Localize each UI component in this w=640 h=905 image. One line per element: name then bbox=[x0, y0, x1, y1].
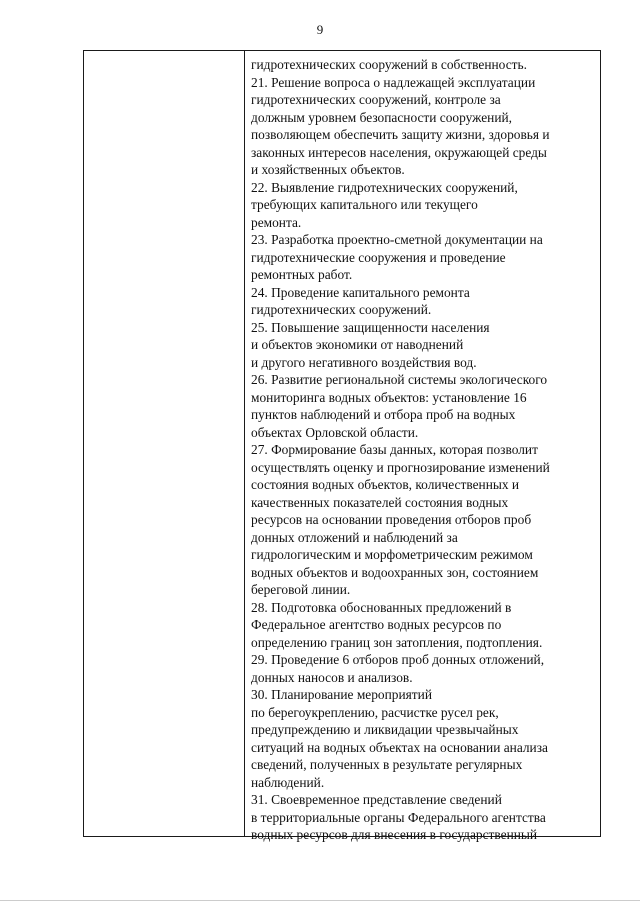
text-line: мониторинга водных объектов: установление 16 bbox=[251, 389, 527, 405]
text-line: 27. Формирование базы данных, которая позволит bbox=[251, 442, 538, 457]
text-line: требующих капитального или текущего bbox=[251, 197, 478, 212]
text-line: гидротехнических сооружений в собственность. bbox=[251, 57, 527, 72]
text-line: водных ресурсов для внесения в государственный bbox=[251, 827, 538, 842]
text-line: и хозяйственных объектов. bbox=[251, 162, 405, 177]
text-line: в территориальные органы Федерального агентства bbox=[251, 809, 546, 825]
text-line: Федеральное агентство водных ресурсов по bbox=[251, 617, 502, 632]
text-line: гидротехнические сооружения и проведение bbox=[251, 249, 506, 265]
text-line: осуществлять оценку и прогнозирование изменений bbox=[251, 459, 550, 475]
table-left-cell bbox=[84, 51, 244, 836]
table-right-cell bbox=[251, 56, 598, 844]
text-line: 28. Подготовка обоснованных предложений в bbox=[251, 599, 512, 615]
text-line: ресурсов на основании проведения отборов проб bbox=[251, 512, 532, 527]
column-divider bbox=[244, 51, 245, 836]
text-line: по берегоукреплению, расчистке русел рек, bbox=[251, 704, 499, 720]
text-line: сведений, полученных в результате регулярных bbox=[251, 757, 523, 772]
text-line: и другого негативного воздействия вод. bbox=[251, 354, 477, 370]
text-line: 30. Планирование мероприятий bbox=[251, 687, 432, 702]
document-table bbox=[83, 50, 601, 842]
text-line: законных интересов населения, окружающей среды bbox=[251, 144, 547, 160]
text-line: гидрологическим и морфометрическим режимом bbox=[251, 547, 533, 562]
text-line: 21. Решение вопроса о надлежащей эксплуатации bbox=[251, 74, 536, 90]
text-line: донных отложений и наблюдений за bbox=[251, 529, 458, 545]
text-line: ремонтных работ. bbox=[251, 267, 353, 282]
text-line: предупреждению и ликвидации чрезвычайных bbox=[251, 722, 519, 737]
text-line: ситуаций на водных объектах на основании анализа bbox=[251, 739, 548, 755]
text-line: гидротехнических сооружений. bbox=[251, 302, 432, 317]
text-line: 22. Выявление гидротехнических сооружений, bbox=[251, 179, 518, 195]
text-line: береговой линии. bbox=[251, 582, 351, 597]
text-line: пунктов наблюдений и отбора проб на водных bbox=[251, 407, 516, 422]
page-bottom-edge bbox=[0, 900, 640, 901]
text-line: и объектов экономики от наводнений bbox=[251, 337, 464, 352]
text-line: состояния водных объектов, количественных и bbox=[251, 477, 520, 492]
text-line: водных объектов и водоохранных зон, состоянием bbox=[251, 564, 539, 580]
text-line: объектах Орловской области. bbox=[251, 424, 419, 440]
text-line: 25. Повышение защищенности населения bbox=[251, 319, 490, 335]
text-line: 31. Своевременное представление сведений bbox=[251, 792, 502, 807]
text-line: качественных показателей состояния водных bbox=[251, 494, 509, 510]
text-line: 29. Проведение 6 отборов проб донных отложений, bbox=[251, 652, 545, 667]
text-line: должным уровнем безопасности сооружений, bbox=[251, 109, 513, 125]
page-number: 9 bbox=[316, 22, 324, 37]
text-line: позволяющем обеспечить защиту жизни, здоровья и bbox=[251, 127, 550, 142]
text-line: 24. Проведение капитального ремонта bbox=[251, 284, 470, 300]
text-line: 23. Разработка проектно-сметной документации на bbox=[251, 232, 543, 247]
text-line: наблюдений. bbox=[251, 774, 325, 790]
text-line: донных наносов и анализов. bbox=[251, 669, 413, 685]
text-line: гидротехнических сооружений, контроле за bbox=[251, 92, 501, 107]
text-line: ремонта. bbox=[251, 214, 302, 230]
text-line: 26. Развитие региональной системы экологического bbox=[251, 372, 548, 387]
text-line: определению границ зон затопления, подтопления. bbox=[251, 634, 543, 650]
